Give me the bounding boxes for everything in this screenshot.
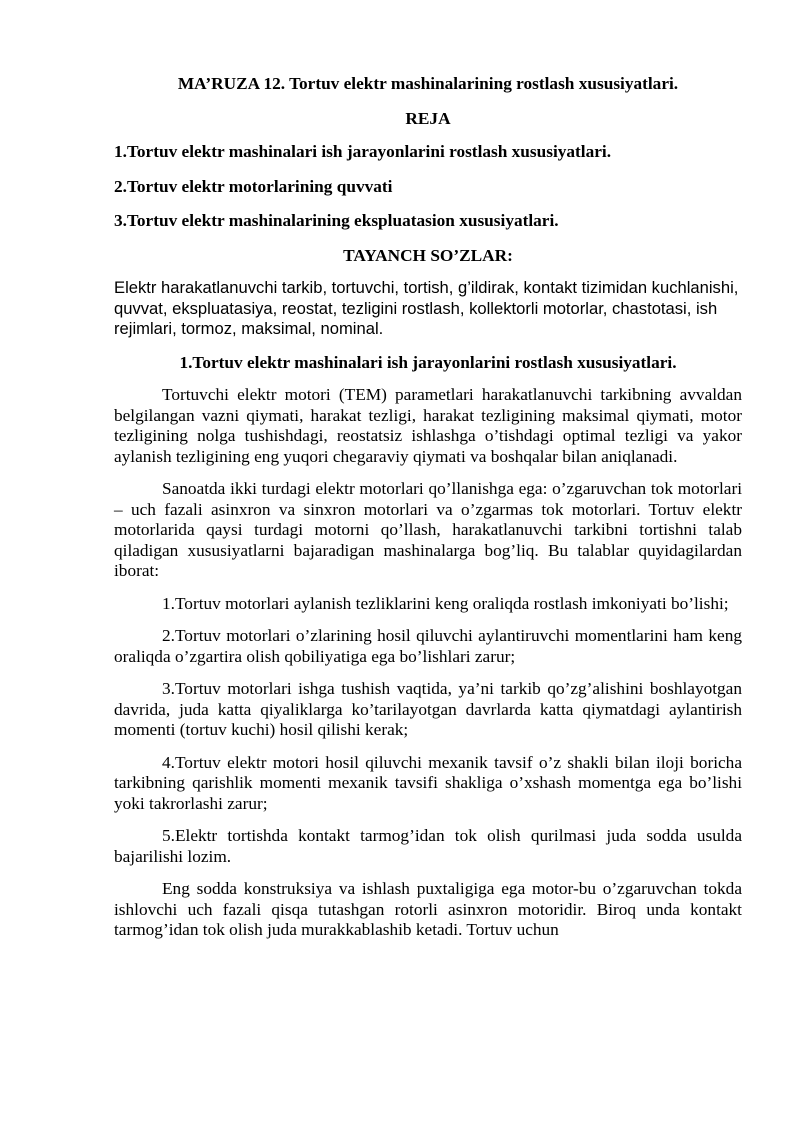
requirement-5: 5.Elektr tortishda kontakt tarmog’idan tok olish qurilmasi juda sodda usulda bajarilishi lozim. — [114, 826, 742, 866]
plan-title: REJA — [405, 108, 451, 128]
keywords-text: Elektr harakatlanuvchi tarkib, tortuvchi, tortish, g’ildirak, kontakt tizimidan kuchlanishi, quvvat, ekspluatasiya, reostat, tezligini rostlash, kollektorli motorlar, chastotasi, ish rejimlari, tormoz, maksimal, nominal. — [114, 278, 739, 338]
requirement-4: 4.Tortuv elektr motori hosil qiluvchi mexanik tavsif o’z shakli bilan iloji boricha tarkibning qarishlik momenti mexanik tavsifi shakliga o’xshash momentga ega bo’lishi yoki takrorlashi zarur; — [114, 752, 742, 813]
plan-item-1: 1.Tortuv elektr mashinalari ish jarayonlarini rostlash xususiyatlari. — [114, 142, 612, 161]
document-page — [114, 74, 742, 941]
requirement-2: 2.Tortuv motorlari o’zlarining hosil qiluvchi aylantiruvchi momentlarini ham keng oraliqda o’zgartira olish qobiliyatiga ega bo’lishlari zarur; — [114, 626, 742, 666]
paragraph-conclusion: Eng sodda konstruksiya va ishlash puxtaligiga ega motor-bu o’zgaruvchan tokda ishlovchi uch fazali qisqa tutashgan rotorli asinxron motoridir. Biroq unda kontakt tarmog’idan tok olish juda murakkablashib ketadi. Tortuv uchun — [114, 879, 742, 939]
requirement-3: 3.Tortuv motorlari ishga tushish vaqtida, ya’ni tarkib qo’zg’alishini boshlayotgan davrida, juda katta qiyaliklarga ko’tarilayotgan davrlarda katta qiymatdagi aylantirish momenti (tortuv kuchi) hosil qilishi kerak; — [114, 679, 742, 739]
paragraph-motor-types: Sanoatda ikki turdagi elektr motorlari qo’llanishga ega: o’zgaruvchan tok motorlari – uch fazali asinxron va sinxron motorlari va o’zgarmas tok motorlari. Tortuv elektr motorlarida qaysi turdagi motorni qo’llash, harakatlanuvchi tarkibni tortishni talab qiladigan xususiyatlarni bajaradigan mashinalarga bog’liq. Bu talablar quyidagilardan iborat: — [114, 479, 742, 580]
plan-item-2: 2.Tortuv elektr motorlarining quvvati — [114, 176, 393, 196]
plan-item-3: 3.Tortuv elektr mashinalarining ekspluatasion xususiyatlari. — [114, 211, 559, 230]
paragraph-intro: Tortuvchi elektr motori (TEM) parametlari harakatlanuvchi tarkibning avvaldan belgilangan vazni qiymati, harakat tezligi, harakat tezligining maksimal qiymati, motor tezligining nolga tushishdagi, reostatsiz ishlashga o’tishdagi optimal tezligi va yakor aylanish tezligining eng yuqori chegaraviy qiymati va boshqalar bilan aniqlanadi. — [114, 385, 742, 466]
keywords-title: TAYANCH SO’ZLAR: — [343, 245, 513, 265]
lecture-title: MA’RUZA 12. Tortuv elektr mashinalarining rostlash xususiyatlari. — [177, 74, 679, 93]
requirement-1: 1.Tortuv motorlari aylanish tezliklarini keng oraliqda rostlash imkoniyati bo’lishi; — [162, 593, 729, 613]
section-heading: 1.Tortuv elektr mashinalari ish jarayonlarini rostlash xususiyatlari. — [179, 352, 677, 372]
